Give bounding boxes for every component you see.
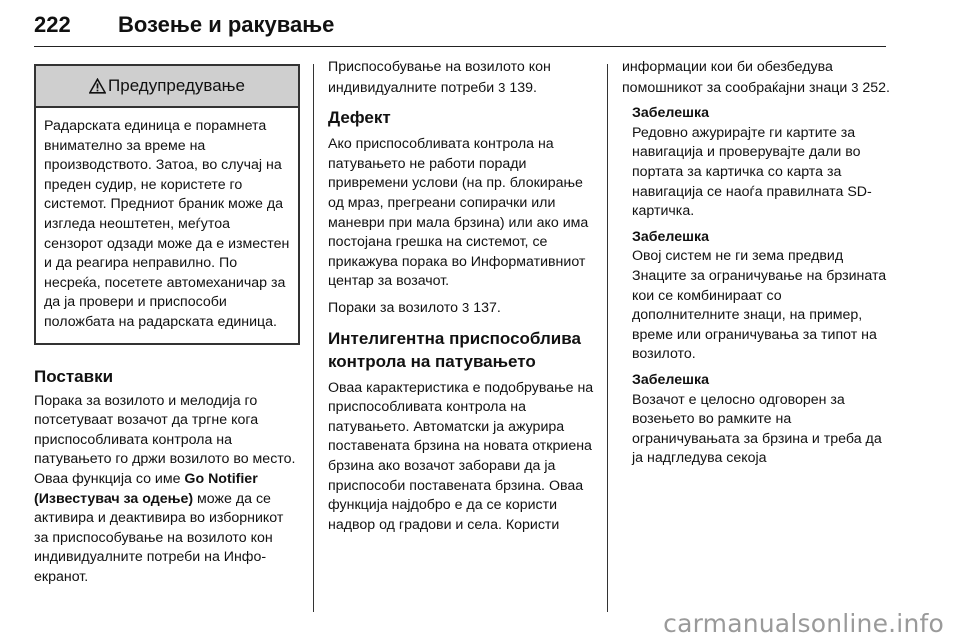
page-header [34,4,886,47]
intelligent-cruise-paragraph: Оваа карактеристика е подобрување на приспособливата контрола на патувањето. Автоматски ја ажурира поставената брзина на новата откриена брзина ако возачот заборави да ја приспособи поставената брзина. Оваа функција најдобро е да се користи надвор од градови и села. Користи [328,379,594,533]
continued-paragraph: информации кои би обезбедува помошникот за сообраќајни знаци 3 252. [622,59,891,96]
settings-paragraph: Порака за возилото и мелодија го потсетуваат возачот да тргне кога приспособливата контрола на патувањето го држи возилото во место. Оваа функција со име Go Notifier (Известувач за одење) може да се активира и деактивира во изборникот за приспособување на возилото кон индивидуалните потреби на Инфо-екранот. [34,392,296,585]
warning-box [34,64,300,345]
column-divider [607,64,608,612]
fault-heading: Дефект [328,108,391,128]
column-1 [34,58,300,593]
chapter-title: Возење и ракување [118,12,335,37]
warning-title: Предупредување [108,76,245,96]
note-title: Забелешка [632,371,709,388]
note-title: Забелешка [632,228,709,245]
column-2 [328,58,600,541]
page-reference[interactable]: 137. [473,299,501,316]
note [632,228,892,365]
page-reference-icon: 3 [462,299,470,315]
note-text: Возачот е целосно одговорен за возењето во рамките на ограничувањата за брзина и треба да ја надгледува секоја [632,391,882,467]
vehicle-messages-paragraph: Пораки за возилото 3 137. [328,299,501,316]
watermark: carmanualsonline.info [663,609,944,638]
column-divider [313,64,314,612]
page-reference-icon: 3 [498,79,506,95]
intelligent-cruise-heading: Интелигентна приспособлива контрола на патувањето [328,328,581,371]
note [632,371,892,469]
column-3 [622,58,892,475]
fault-paragraph: Ако приспособливата контрола на патувањето не работи поради привремени услови (на пр. блокирање од мраз, прегреани сопирачки или маневри при мала брзина) или ако има постојана грешка на системот, се прикажува порака во Информативниот центар за возачот. [328,136,589,290]
note-text: Редовно ажурирајте ги картите за навигација и проверувајте дали во портата за картичка со карта за навигација се наоѓа правилната SD-картичка. [632,124,872,220]
warning-triangle-icon [89,78,106,94]
page-reference[interactable]: 252. [862,79,891,96]
page-number: 222 [34,12,71,37]
page-reference[interactable]: 139. [509,79,537,96]
go-notifier-name: Go Notifier (Известувач за одење) [34,470,258,507]
settings-heading: Поставки [34,366,114,386]
warning-header [36,66,298,108]
note-title: Забелешка [632,105,709,122]
page-reference-icon: 3 [851,79,859,95]
warning-text: Радарската единица е порамнета внимателно за време на производството. Затоа, во случај на преден судир, не користете го системот. Предниот браник може да изгледа неоштетен, меѓутоа сензорот одзади може да е изместен и да реагира неправилно. По несреќа, посетете автомеханичар за да ја провери и приспособи положбата на радарската единица. [44,118,290,330]
note-text: Овој систем не ги зема предвид Знаците за ограничување на брзината кои се комбинираат со дополнителните знаци, на пример, време или ограничувања за типот на возилото. [632,248,887,363]
personalization-paragraph: Приспособување на возилото кон индивидуалните потреби 3 139. [328,59,551,96]
note [632,104,892,222]
